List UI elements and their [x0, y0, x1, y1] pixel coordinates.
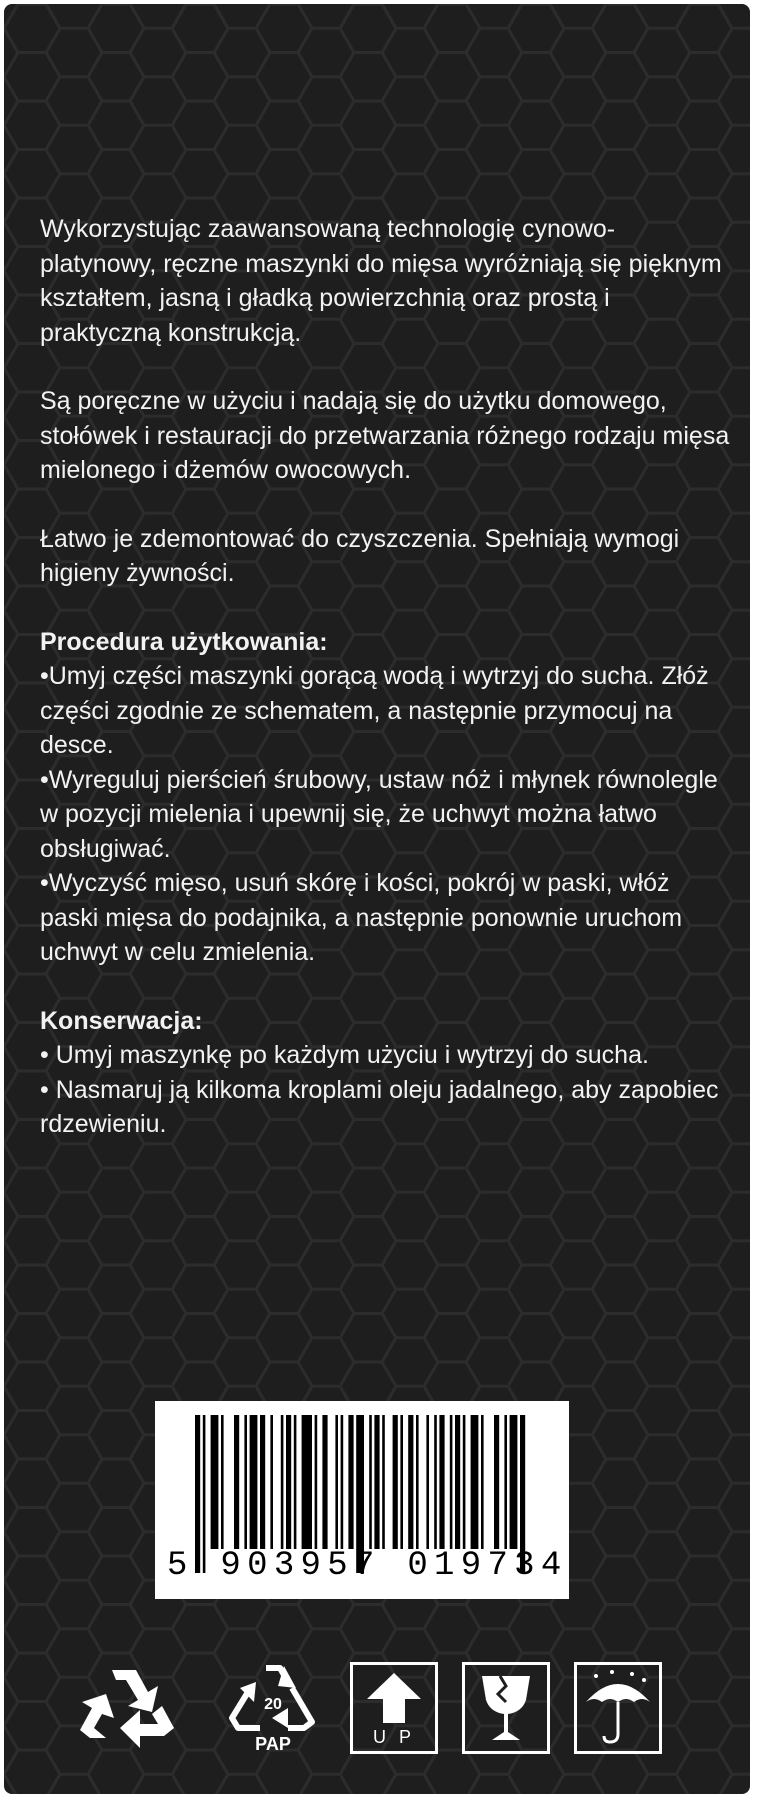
- barcode-bar: [302, 1415, 312, 1549]
- paper-recycling-icon: [226, 1662, 320, 1762]
- maintenance-heading: Konserwacja:: [40, 1006, 203, 1035]
- barcode-bar: [294, 1415, 297, 1549]
- barcode-bar: [408, 1415, 413, 1549]
- barcode-bar: [494, 1415, 499, 1549]
- barcode-bar: [341, 1415, 344, 1549]
- barcode-bar: [234, 1415, 239, 1549]
- procedure-item: •Umyj części maszynki gorącą wodą i wytrzyj do sucha. Złóż części zgodnie ze schematem, a następnie przymocuj na desce.: [40, 662, 709, 759]
- barcode-bar: [393, 1415, 398, 1549]
- paper-label: PAP: [255, 1734, 291, 1754]
- barcode-bar: [221, 1415, 224, 1549]
- maintenance-item: • Nasmaruj ją kilkoma kroplami oleju jadalnego, aby zapobiec rdzewieniu.: [40, 1075, 719, 1138]
- barcode-bar: [450, 1415, 453, 1549]
- barcode-bar: [260, 1415, 265, 1549]
- barcode-bar: [250, 1415, 258, 1549]
- barcode-bar: [416, 1415, 419, 1549]
- barcode-bar: [382, 1415, 385, 1549]
- barcode-bar: [374, 1415, 379, 1549]
- barcode-bar: [286, 1415, 291, 1549]
- umbrella-icon: [574, 1662, 662, 1754]
- intro-paragraph-3: Łatwo je zdemontować do czyszczenia. Spełniają wymogi higieny żywności.: [40, 524, 680, 587]
- this-way-up-icon: [350, 1662, 438, 1754]
- procedure-heading: Procedura użytkowania:: [40, 627, 328, 656]
- barcode-digits: 5 903957 019734: [167, 1547, 568, 1585]
- barcode-bar: [211, 1415, 219, 1549]
- barcode-bar: [481, 1415, 484, 1549]
- intro-paragraph-2: Są poręczne w użyciu i nadają się do użytku domowego, stołówek i restauracji do przetwarzania różnego rodzaju mięsa mielonego i dżemów owocowych.: [40, 387, 730, 484]
- barcode-bar: [434, 1415, 437, 1549]
- recycle-icon: [72, 1662, 176, 1750]
- intro-paragraph-1: Wykorzystując zaawansowaną technologię cynowo-platynowy, ręczne maszynki do mięsa wyróżniają się pięknym kształtem, jasną i gładką powierzchnią oraz prostą i praktyczną konstrukcją.: [40, 215, 722, 347]
- fragile-glass-icon: [462, 1662, 550, 1754]
- barcode-bar: [281, 1415, 284, 1549]
- barcode: [155, 1401, 569, 1599]
- barcode-bar: [244, 1415, 247, 1549]
- procedure-item: •Wyczyść mięso, usuń skórę i kości, pokrój w paski, włóż paski mięsa do podajnika, a następnie ponownie uruchom uchwyt w celu zmielenia.: [40, 869, 683, 966]
- barcode-bar: [335, 1415, 338, 1549]
- barcode-bar: [426, 1415, 429, 1549]
- procedure-item: •Wyreguluj pierścień śrubowy, ustaw nóż i młynek równolegle w pozycji mielenia i upewnij się, że uchwyt można łatwo obsługiwać.: [40, 765, 718, 863]
- paper-code: 20: [264, 1696, 282, 1713]
- packaging-symbols: [4, 1662, 750, 1762]
- barcode-bar: [455, 1415, 460, 1549]
- up-label: U P: [372, 1727, 415, 1747]
- barcode-bar: [439, 1415, 444, 1549]
- barcode-bar: [463, 1415, 466, 1549]
- barcode-bar: [315, 1415, 318, 1549]
- barcode-bar: [504, 1415, 507, 1549]
- barcode-bar: [369, 1415, 372, 1549]
- barcode-bar: [270, 1415, 273, 1549]
- maintenance-item: • Umyj maszynkę po każdym użyciu i wytrzyj do sucha.: [40, 1041, 649, 1069]
- barcode-bar: [510, 1415, 518, 1549]
- barcode-bar: [400, 1415, 403, 1549]
- description-text: [40, 212, 730, 1142]
- packaging-panel: [4, 4, 750, 1794]
- barcode-bar: [348, 1415, 353, 1549]
- barcode-bar: [322, 1415, 327, 1549]
- barcode-bar: [471, 1415, 479, 1549]
